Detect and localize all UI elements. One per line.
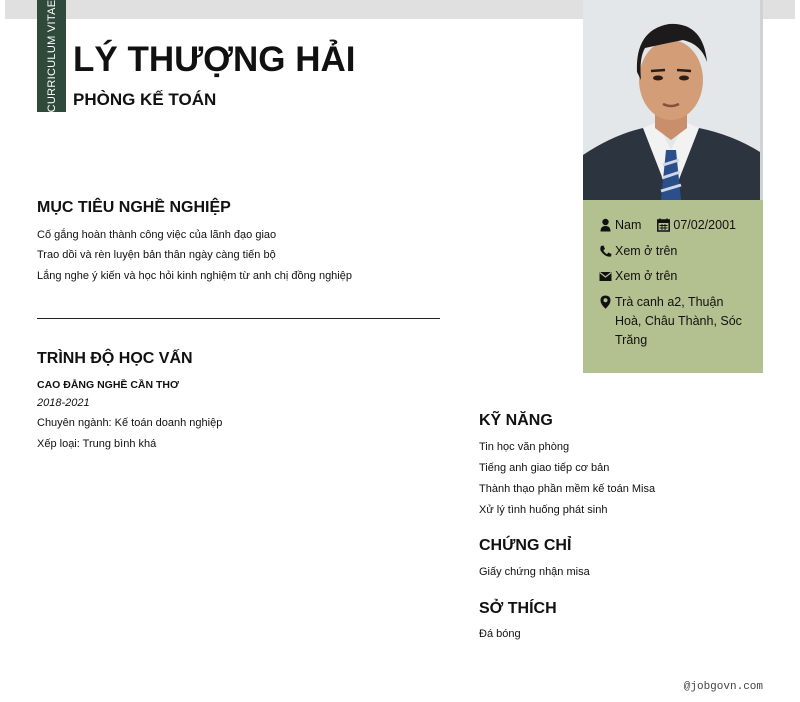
band-text: CURRICULUM VITAE: [45, 0, 58, 113]
phone-value: Xem ở trên: [615, 244, 678, 258]
education-rank: Xếp loại: Trung bình khá: [37, 438, 157, 450]
gender-row: [599, 216, 736, 235]
hobby-item: Đá bóng: [479, 628, 521, 640]
gender-value: Nam: [615, 218, 642, 232]
objective-line: Trao dồi và rèn luyện bản thân ngày càng tiến bộ: [37, 249, 276, 261]
candidate-name: LÝ THƯỢNG HẢI: [73, 40, 356, 79]
certificates-title: CHỨNG CHỈ: [479, 537, 572, 554]
education-title: TRÌNH ĐỘ HỌC VẤN: [37, 350, 193, 367]
calendar-icon: [657, 218, 670, 232]
mail-icon: [599, 269, 612, 283]
portrait-image: [583, 0, 760, 200]
profile-photo: [583, 0, 760, 200]
address-value: Trà canh a2, Thuận Hoà, Châu Thành, Sóc Trăng: [615, 295, 742, 347]
study-years: 2018-2021: [37, 397, 90, 409]
phone-row: [599, 242, 677, 261]
objective-line: Cố gắng hoàn thành công việc của lãnh đạo giao: [37, 229, 277, 241]
skill-item: Xử lý tình huống phát sinh: [479, 504, 608, 516]
school-name: CAO ĐẲNG NGHỀ CẦN THƠ: [37, 379, 179, 391]
education-major: Chuyên ngành: Kế toán doanh nghiệp: [37, 417, 223, 429]
curriculum-vitae-band: [37, 0, 66, 112]
certificate-item: Giấy chứng nhận misa: [479, 566, 590, 578]
section-divider: [37, 318, 440, 319]
objective-line: Lắng nghe ý kiến và học hỏi kinh nghiệm từ anh chị đồng nghiệp: [37, 270, 352, 282]
skill-item: Thành thạo phần mềm kế toán Misa: [479, 483, 656, 495]
skills-title: KỸ NĂNG: [479, 412, 553, 429]
email-value: Xem ở trên: [615, 269, 678, 283]
candidate-role: PHÒNG KẾ TOÁN: [73, 90, 217, 109]
address-row: [599, 293, 749, 350]
contact-info-box: [583, 200, 763, 373]
email-row: [599, 267, 677, 286]
location-pin-icon: [599, 295, 612, 309]
objective-title: MỤC TIÊU NGHỀ NGHIỆP: [37, 199, 231, 216]
hobbies-title: SỞ THÍCH: [479, 600, 557, 617]
dob-value: 07/02/2001: [673, 218, 736, 232]
watermark: @jobgovn.com: [683, 681, 763, 693]
phone-icon: [599, 244, 612, 258]
photo-border: [760, 0, 763, 200]
skill-item: Tiếng anh giao tiếp cơ bản: [479, 462, 610, 474]
person-icon: [599, 218, 612, 232]
skill-item: Tin học văn phòng: [479, 441, 570, 453]
